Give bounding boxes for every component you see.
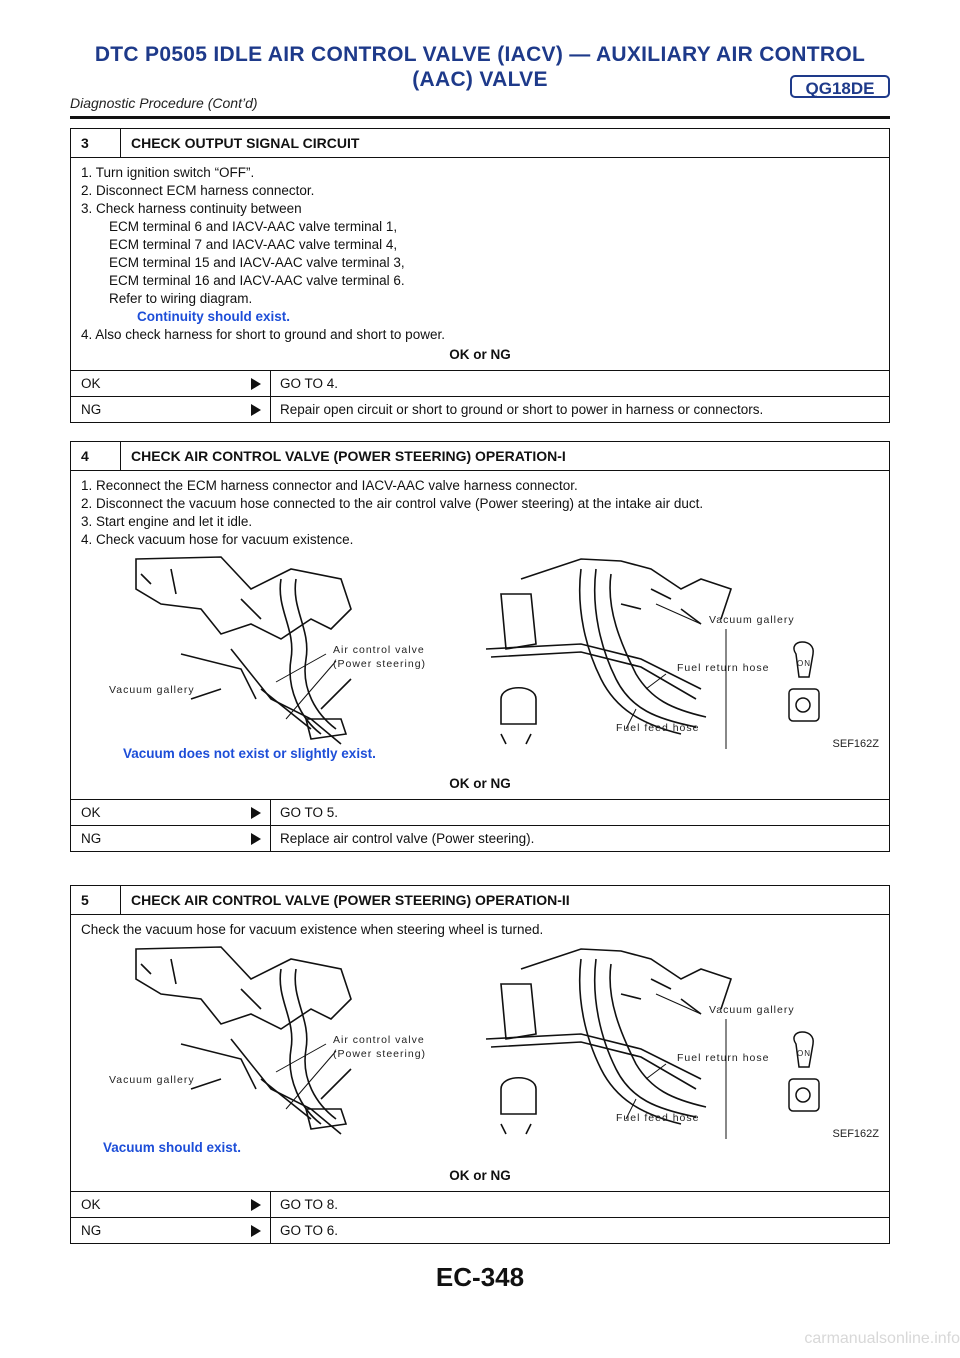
page-title-line1: DTC P0505 IDLE AIR CONTROL VALVE (IACV) — AUXILIARY AIR CONTROL — [94, 43, 866, 66]
arrow-right-icon — [251, 833, 261, 845]
result-row-ok — [71, 799, 889, 825]
result-action: Replace air control valve (Power steering). — [280, 831, 535, 846]
instruction-line: Refer to wiring diagram. — [109, 291, 253, 306]
engine-vacuum-diagram — [81, 549, 879, 759]
instruction-line: ECM terminal 7 and IACV-AAC valve terminal 4, — [109, 237, 398, 252]
instruction-line: 4. Also check harness for short to ground and short to power. — [81, 327, 445, 342]
instruction-line: 1. Reconnect the ECM harness connector and IACV-AAC valve harness connector. — [81, 478, 578, 493]
step-3-box — [70, 128, 890, 423]
step-3-header — [71, 129, 889, 158]
expected-result: Vacuum does not exist or slightly exist. — [123, 746, 376, 761]
fig-label-vacuum-gallery-left: Vacuum gallery — [109, 1074, 195, 1086]
result-action: GO TO 6. — [280, 1223, 339, 1238]
arrow-right-icon — [251, 807, 261, 819]
result-code: NG — [81, 1223, 102, 1238]
expected-result: Vacuum should exist. — [103, 1140, 242, 1155]
instruction-line: 1. Turn ignition switch “OFF”. — [81, 165, 255, 180]
fig-label-vacuum-gallery-left: Vacuum gallery — [109, 684, 195, 696]
instruction-line: ECM terminal 6 and IACV-AAC valve terminal 1, — [109, 219, 398, 234]
step-4-title: CHECK AIR CONTROL VALVE (POWER STEERING) OPERATION-I — [131, 448, 566, 464]
page-title-line2: (AAC) VALVE — [412, 68, 548, 91]
fig-label-power-steering: (Power steering) — [333, 1048, 427, 1060]
result-action: Repair open circuit or short to ground or short to power in harness or connectors. — [280, 402, 764, 417]
step-5-title: CHECK AIR CONTROL VALVE (POWER STEERING) OPERATION-II — [131, 892, 570, 908]
ignition-on-icon: ON — [797, 1049, 811, 1058]
result-row-ng — [71, 396, 889, 422]
fig-label-air-control-valve: Air control valve — [333, 1034, 425, 1046]
step-5-number: 5 — [71, 886, 121, 914]
result-code: NG — [81, 402, 102, 417]
arrow-right-icon — [251, 1225, 261, 1237]
watermark: carmanualsonline.info — [804, 1330, 960, 1347]
arrow-right-icon — [251, 404, 261, 416]
engine-vacuum-diagram — [81, 939, 879, 1155]
fig-label-fuel-return-hose: Fuel return hose — [677, 1052, 770, 1064]
result-row-ok — [71, 370, 889, 396]
instruction-line: 3. Start engine and let it idle. — [81, 514, 253, 529]
ignition-on-icon: ON — [797, 659, 811, 668]
result-row-ng — [71, 1217, 889, 1243]
result-code: OK — [81, 1197, 101, 1212]
instruction-line: 3. Check harness continuity between — [81, 201, 302, 216]
result-action: GO TO 5. — [280, 805, 339, 820]
figure-code: SEF162Z — [832, 738, 879, 750]
figure-code: SEF162Z — [832, 1128, 879, 1140]
result-row-ng — [71, 825, 889, 851]
page-header — [70, 42, 890, 92]
step-4-box — [70, 441, 890, 852]
fig-label-vacuum-gallery-right: Vacuum gallery — [709, 614, 795, 626]
ok-or-ng-label: OK or NG — [449, 347, 511, 362]
step-3-number: 3 — [71, 129, 121, 157]
arrow-right-icon — [251, 378, 261, 390]
step-3-title: CHECK OUTPUT SIGNAL CIRCUIT — [131, 135, 360, 151]
instruction-line: 2. Disconnect the vacuum hose connected to the air control valve (Power steering) at the intake air duct. — [81, 496, 704, 511]
fig-label-vacuum-gallery-right: Vacuum gallery — [709, 1004, 795, 1016]
ok-or-ng-label: OK or NG — [449, 1168, 511, 1183]
fig-label-power-steering: (Power steering) — [333, 658, 427, 670]
engine-illustration — [81, 549, 881, 759]
instruction-line: 4. Check vacuum hose for vacuum existence. — [81, 532, 354, 547]
result-code: NG — [81, 831, 102, 846]
arrow-right-icon — [251, 1199, 261, 1211]
instruction-line: 2. Disconnect ECM harness connector. — [81, 183, 315, 198]
step-4-number: 4 — [71, 442, 121, 470]
result-action: GO TO 4. — [280, 376, 339, 391]
instruction-line: ECM terminal 15 and IACV-AAC valve terminal 3, — [109, 255, 405, 270]
step-5-body — [71, 915, 889, 1191]
step-4-header — [71, 442, 889, 471]
result-action: GO TO 8. — [280, 1197, 339, 1212]
step-4-body — [71, 471, 889, 799]
header-divider — [70, 116, 890, 119]
fig-label-fuel-feed-hose: Fuel feed hose — [616, 1112, 700, 1124]
fig-label-fuel-feed-hose: Fuel feed hose — [616, 722, 700, 734]
step-5-header — [71, 886, 889, 915]
step-3-body — [71, 158, 889, 370]
page-number: EC-348 — [435, 1262, 525, 1292]
result-code: OK — [81, 376, 101, 391]
fig-label-fuel-return-hose: Fuel return hose — [677, 662, 770, 674]
instruction-line: Check the vacuum hose for vacuum existence when steering wheel is turned. — [81, 922, 544, 937]
ok-or-ng-label: OK or NG — [449, 776, 511, 791]
engine-illustration — [81, 939, 881, 1149]
step-5-box — [70, 885, 890, 1244]
result-code: OK — [81, 805, 101, 820]
fig-label-air-control-valve: Air control valve — [333, 644, 425, 656]
expected-result: Continuity should exist. — [137, 309, 291, 324]
engine-badge: QG18DE — [790, 75, 890, 98]
result-row-ok — [71, 1191, 889, 1217]
instruction-line: ECM terminal 16 and IACV-AAC valve terminal 6. — [109, 273, 405, 288]
page-subtitle: Diagnostic Procedure (Cont’d) — [70, 95, 258, 111]
